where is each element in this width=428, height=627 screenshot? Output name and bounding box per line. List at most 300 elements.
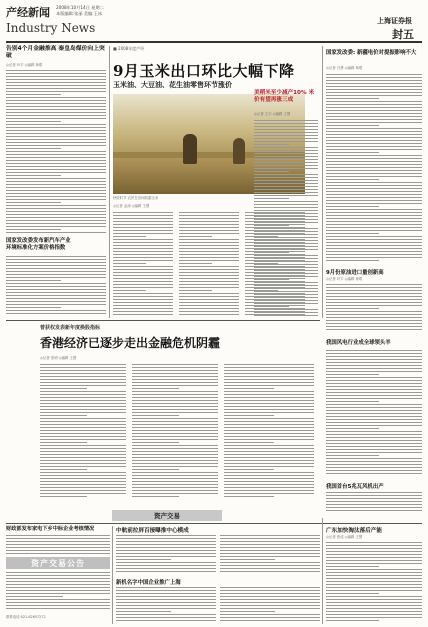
body-text-line bbox=[40, 412, 126, 413]
body-text-line bbox=[6, 190, 106, 191]
body-text-line bbox=[132, 427, 218, 428]
body-text-line bbox=[6, 535, 110, 536]
body-text-line bbox=[113, 218, 173, 219]
body-text-line bbox=[6, 76, 106, 77]
body-text-line bbox=[326, 620, 379, 621]
body-text-line bbox=[326, 212, 422, 213]
body-text-line bbox=[254, 312, 318, 313]
body-text-line bbox=[40, 382, 126, 383]
body-text-line bbox=[6, 178, 106, 179]
body-text-line bbox=[220, 550, 320, 551]
body-text-line bbox=[224, 481, 314, 482]
right-headline-2: 9月份原油进口量创新高 bbox=[326, 270, 384, 276]
body-text-line bbox=[116, 602, 216, 603]
body-text-line bbox=[326, 317, 422, 318]
body-text-line bbox=[179, 224, 239, 225]
body-text-line bbox=[326, 492, 422, 493]
body-text-line bbox=[224, 373, 314, 374]
body-text-line bbox=[6, 136, 106, 137]
body-text-line bbox=[254, 156, 318, 157]
body-text-line bbox=[116, 559, 171, 560]
body-text-line bbox=[326, 501, 422, 502]
body-text-line bbox=[326, 305, 422, 306]
body-text-line bbox=[6, 265, 106, 266]
body-text-line bbox=[326, 128, 422, 129]
body-text-line bbox=[113, 242, 173, 243]
body-text-line bbox=[254, 258, 318, 259]
feature-byline: ◎记者 张明 ◎编辑 王慧 bbox=[40, 356, 77, 360]
body-text-line bbox=[6, 605, 110, 606]
body-text-line bbox=[132, 439, 218, 440]
feature-kicker: 曾获权发表新年度换股指标 bbox=[40, 325, 101, 331]
body-text-line bbox=[6, 550, 110, 551]
notice-body-1 bbox=[6, 535, 110, 555]
body-text-line bbox=[254, 288, 318, 289]
body-text-line bbox=[224, 364, 314, 365]
body-text-line bbox=[326, 122, 422, 123]
body-text-line bbox=[254, 177, 318, 178]
left-byline: ◎记者 叶宇 ◎编辑 杨珺 bbox=[6, 63, 43, 67]
body-text-line bbox=[254, 135, 318, 136]
body-text-line bbox=[220, 547, 320, 548]
body-text-line bbox=[40, 457, 126, 458]
body-text-line bbox=[326, 617, 422, 618]
body-text-line bbox=[326, 495, 422, 496]
body-text-line bbox=[6, 602, 110, 603]
body-text-line bbox=[132, 403, 218, 404]
body-text-line bbox=[132, 496, 179, 497]
body-text-line bbox=[40, 478, 126, 479]
body-text-line bbox=[326, 566, 379, 567]
body-text-line bbox=[132, 379, 218, 380]
body-text-line bbox=[113, 221, 173, 222]
body-text-line bbox=[326, 473, 422, 474]
body-text-line bbox=[220, 538, 320, 539]
left-body-text-2 bbox=[6, 256, 106, 316]
body-text-line bbox=[326, 464, 422, 465]
body-text-line bbox=[326, 293, 422, 294]
body-text-line bbox=[6, 157, 106, 158]
body-text-line bbox=[6, 289, 106, 290]
body-text-line bbox=[132, 481, 218, 482]
body-text-line bbox=[116, 608, 216, 609]
body-text-line bbox=[254, 252, 289, 253]
body-text-line bbox=[220, 605, 320, 606]
bottom-mid-body-4 bbox=[220, 587, 320, 623]
body-text-line bbox=[326, 203, 422, 204]
bottom-mid-body-3 bbox=[116, 587, 216, 623]
body-text-line bbox=[220, 556, 320, 557]
body-text-line bbox=[132, 364, 218, 365]
body-text-line bbox=[6, 145, 106, 146]
body-text-line bbox=[326, 498, 422, 499]
body-text-line bbox=[179, 245, 239, 246]
body-text-line bbox=[326, 173, 422, 174]
body-text-line bbox=[254, 159, 318, 160]
body-text-line bbox=[116, 611, 171, 612]
body-text-line bbox=[326, 137, 422, 138]
body-text-line bbox=[6, 298, 106, 299]
photo-figure bbox=[233, 138, 245, 164]
body-text-line bbox=[6, 599, 110, 600]
body-text-line bbox=[224, 394, 314, 395]
body-text-line bbox=[6, 307, 61, 308]
body-text-line bbox=[326, 311, 422, 312]
body-text-line bbox=[254, 216, 318, 217]
body-text-line bbox=[326, 230, 422, 231]
body-text-line bbox=[132, 382, 218, 383]
body-text-line bbox=[113, 230, 173, 231]
body-text-line bbox=[179, 266, 239, 267]
bottom-divider-2 bbox=[322, 518, 323, 624]
body-text-line bbox=[224, 475, 314, 476]
body-text-line bbox=[40, 442, 87, 443]
body-text-line bbox=[224, 427, 314, 428]
body-text-line bbox=[132, 421, 218, 422]
body-text-line bbox=[6, 70, 106, 71]
body-text-line bbox=[40, 373, 126, 374]
body-text-line bbox=[6, 547, 110, 548]
body-text-line bbox=[326, 164, 422, 165]
body-text-line bbox=[116, 553, 216, 554]
body-text-line bbox=[224, 430, 314, 431]
body-text-line bbox=[220, 590, 320, 591]
body-text-line bbox=[326, 428, 379, 429]
body-text-line bbox=[6, 127, 106, 128]
body-text-line bbox=[179, 272, 239, 273]
body-text-line bbox=[254, 255, 318, 256]
feature-body-col2 bbox=[132, 364, 218, 499]
bottom-mid-story bbox=[116, 526, 320, 624]
body-text-line bbox=[6, 581, 110, 582]
body-text-line bbox=[224, 397, 314, 398]
body-text-line bbox=[113, 224, 173, 225]
body-text-line bbox=[6, 100, 106, 101]
body-text-line bbox=[6, 277, 106, 278]
body-text-line bbox=[6, 88, 106, 89]
body-text-line bbox=[116, 614, 216, 615]
body-text-line bbox=[254, 294, 318, 295]
body-text-line bbox=[116, 599, 216, 600]
body-text-line bbox=[179, 302, 239, 303]
body-text-line bbox=[326, 143, 422, 144]
body-text-line bbox=[254, 279, 289, 280]
body-text-line bbox=[179, 269, 239, 270]
body-text-line bbox=[254, 201, 318, 202]
body-text-line bbox=[40, 424, 126, 425]
body-text-line bbox=[326, 507, 422, 508]
body-text-line bbox=[254, 285, 318, 286]
body-text-line bbox=[224, 496, 274, 497]
body-text-line bbox=[40, 400, 126, 401]
body-text-line bbox=[254, 183, 318, 184]
body-text-line bbox=[254, 195, 318, 196]
body-text-line bbox=[326, 176, 422, 177]
body-text-line bbox=[326, 308, 379, 309]
body-text-line bbox=[40, 445, 126, 446]
body-text-line bbox=[40, 421, 126, 422]
body-text-line bbox=[326, 371, 422, 372]
body-text-line bbox=[132, 376, 218, 377]
body-text-line bbox=[326, 83, 422, 84]
body-text-line bbox=[224, 454, 314, 455]
body-text-line bbox=[116, 587, 216, 588]
body-text-line bbox=[254, 150, 318, 151]
body-text-line bbox=[224, 388, 274, 389]
body-text-line bbox=[6, 301, 106, 302]
body-text-line bbox=[326, 599, 422, 600]
body-text-line bbox=[326, 578, 422, 579]
body-text-line bbox=[6, 124, 106, 125]
body-text-line bbox=[6, 584, 110, 585]
body-text-line bbox=[326, 290, 422, 291]
feature-top-rule bbox=[6, 320, 320, 321]
body-text-line bbox=[254, 174, 318, 175]
body-text-line bbox=[326, 422, 422, 423]
body-text-line bbox=[132, 484, 218, 485]
bottom-right-body bbox=[326, 542, 422, 624]
body-text-line bbox=[6, 154, 106, 155]
body-text-line bbox=[326, 455, 379, 456]
body-text-line bbox=[254, 192, 318, 193]
body-text-line bbox=[254, 213, 318, 214]
body-text-line bbox=[132, 370, 218, 371]
body-text-line bbox=[113, 299, 173, 300]
body-text-line bbox=[40, 409, 126, 410]
body-text-line bbox=[326, 146, 422, 147]
body-text-line bbox=[40, 430, 126, 431]
body-text-line bbox=[6, 151, 106, 152]
notice-headline: 财政部发布家电下乡中标企业考核情况 bbox=[6, 526, 95, 532]
asset-trade-banner bbox=[112, 510, 222, 521]
body-text-line bbox=[116, 593, 216, 594]
body-text-line bbox=[326, 383, 422, 384]
body-text-line bbox=[132, 391, 218, 392]
body-text-line bbox=[113, 254, 173, 255]
body-text-line bbox=[254, 243, 318, 244]
body-text-line bbox=[254, 276, 318, 277]
body-text-line bbox=[326, 200, 422, 201]
body-text-line bbox=[179, 254, 239, 255]
body-text-line bbox=[224, 439, 314, 440]
body-text-line bbox=[6, 262, 106, 263]
body-text-line bbox=[224, 493, 314, 494]
body-text-line bbox=[132, 388, 179, 389]
body-text-line bbox=[220, 599, 320, 600]
body-text-line bbox=[254, 141, 318, 142]
mid-column bbox=[254, 90, 318, 318]
body-text-line bbox=[132, 418, 218, 419]
body-text-line bbox=[113, 305, 173, 306]
body-text-line bbox=[220, 559, 275, 560]
body-text-line bbox=[326, 557, 422, 558]
body-text-line bbox=[254, 228, 318, 229]
body-text-line bbox=[220, 617, 320, 618]
body-text-line bbox=[113, 251, 173, 252]
body-text-line bbox=[326, 416, 422, 417]
body-text-line bbox=[326, 446, 422, 447]
body-text-line bbox=[132, 415, 179, 416]
body-text-line bbox=[326, 236, 422, 237]
section-title: 产经新闻 bbox=[6, 6, 50, 19]
body-text-line bbox=[6, 283, 106, 284]
body-text-line bbox=[179, 260, 239, 261]
body-text-line bbox=[40, 391, 126, 392]
body-text-line bbox=[326, 374, 379, 375]
body-text-line bbox=[116, 596, 216, 597]
body-text-line bbox=[116, 544, 216, 545]
body-text-line bbox=[254, 297, 318, 298]
asset-trade-banner-label: 资产交易 bbox=[154, 512, 180, 520]
body-text-line bbox=[6, 304, 106, 305]
body-text-line bbox=[179, 275, 239, 276]
masthead-rule bbox=[6, 41, 422, 43]
body-text-line bbox=[6, 544, 110, 545]
body-text-line bbox=[113, 269, 173, 270]
bottom-right-headline: 广东加快淘汰落后产能 bbox=[326, 528, 382, 534]
lead-body-col1 bbox=[113, 212, 173, 318]
body-text-line bbox=[220, 565, 320, 566]
body-text-line bbox=[6, 91, 106, 92]
body-text-line bbox=[254, 144, 289, 145]
body-text-line bbox=[6, 590, 110, 591]
feature-body-col1 bbox=[40, 364, 126, 499]
body-text-line bbox=[254, 120, 318, 121]
body-text-line bbox=[113, 215, 173, 216]
body-text-line bbox=[326, 251, 422, 252]
body-text-line bbox=[326, 605, 422, 606]
body-text-line bbox=[116, 565, 216, 566]
body-text-line bbox=[326, 242, 422, 243]
body-text-line bbox=[6, 175, 61, 176]
body-text-line bbox=[254, 237, 318, 238]
body-text-line bbox=[326, 254, 422, 255]
body-text-line bbox=[6, 208, 106, 209]
body-text-line bbox=[6, 115, 106, 116]
body-text-line bbox=[326, 209, 422, 210]
body-text-line bbox=[113, 248, 173, 249]
body-text-line bbox=[254, 129, 318, 130]
bottom-mid-body-2 bbox=[220, 535, 320, 575]
right-body-2 bbox=[326, 284, 422, 334]
body-text-line bbox=[326, 545, 422, 546]
body-text-line bbox=[6, 73, 106, 74]
body-text-line bbox=[326, 239, 422, 240]
body-text-line bbox=[224, 385, 314, 386]
body-text-line bbox=[326, 467, 422, 468]
body-text-line bbox=[326, 221, 422, 222]
body-text-line bbox=[40, 364, 126, 365]
body-text-line bbox=[254, 249, 318, 250]
body-text-line bbox=[132, 451, 218, 452]
body-text-line bbox=[113, 311, 173, 312]
body-text-line bbox=[326, 452, 422, 453]
body-text-line bbox=[326, 296, 422, 297]
body-text-line bbox=[132, 478, 218, 479]
right-col-divider bbox=[322, 46, 323, 318]
body-text-line bbox=[116, 535, 216, 536]
body-text-line bbox=[326, 197, 422, 198]
editor-line: 本版编辑:张丽 美编:王冰 bbox=[56, 11, 103, 16]
body-text-line bbox=[6, 226, 106, 227]
body-text-line bbox=[116, 562, 216, 563]
body-text-line bbox=[224, 412, 314, 413]
body-text-line bbox=[6, 286, 106, 287]
body-text-line bbox=[6, 205, 106, 206]
body-text-line bbox=[132, 433, 218, 434]
body-text-line bbox=[326, 584, 422, 585]
body-text-line bbox=[113, 281, 173, 282]
lead-byline: ◎记者 孟涛 ◎编辑 王慧 bbox=[113, 204, 150, 208]
body-text-line bbox=[326, 504, 422, 505]
body-text-line bbox=[113, 263, 146, 264]
body-text-line bbox=[179, 233, 239, 234]
left-column bbox=[6, 46, 106, 316]
body-text-line bbox=[6, 181, 106, 182]
photo-figure bbox=[183, 134, 197, 164]
body-text-line bbox=[326, 575, 422, 576]
body-text-line bbox=[254, 315, 318, 316]
body-text-line bbox=[116, 571, 216, 572]
body-text-line bbox=[326, 287, 422, 288]
body-text-line bbox=[326, 569, 422, 570]
body-text-line bbox=[254, 138, 318, 139]
body-text-line bbox=[132, 406, 218, 407]
body-text-line bbox=[326, 614, 422, 615]
left-body-text-1 bbox=[6, 70, 106, 235]
body-text-line bbox=[132, 436, 218, 437]
body-text-line bbox=[326, 119, 422, 120]
body-text-line bbox=[6, 229, 61, 230]
body-text-line bbox=[113, 239, 173, 240]
body-text-line bbox=[254, 171, 289, 172]
body-text-line bbox=[179, 287, 239, 288]
body-text-line bbox=[6, 232, 106, 233]
body-text-line bbox=[326, 185, 422, 186]
mid-body-text bbox=[254, 120, 318, 318]
body-text-line bbox=[326, 191, 422, 192]
body-text-line bbox=[220, 587, 320, 588]
body-text-line bbox=[6, 587, 110, 588]
body-text-line bbox=[224, 487, 314, 488]
body-text-line bbox=[326, 554, 422, 555]
notice-contact: 联系电话:021-62657272 bbox=[6, 615, 46, 619]
body-text-line bbox=[254, 270, 318, 271]
body-text-line bbox=[40, 433, 126, 434]
body-text-line bbox=[40, 448, 126, 449]
body-text-line bbox=[132, 460, 218, 461]
feature-body-col3 bbox=[224, 364, 314, 499]
body-text-line bbox=[179, 281, 239, 282]
body-text-line bbox=[40, 469, 87, 470]
body-text-line bbox=[224, 460, 314, 461]
body-text-line bbox=[326, 356, 422, 357]
body-text-line bbox=[40, 415, 87, 416]
body-text-line bbox=[254, 309, 318, 310]
body-text-line bbox=[40, 418, 126, 419]
body-text-line bbox=[326, 542, 422, 543]
notice-title: 资产交易公告 bbox=[31, 559, 85, 568]
body-text-line bbox=[40, 451, 126, 452]
body-text-line bbox=[6, 268, 106, 269]
body-text-line bbox=[254, 222, 318, 223]
body-text-line bbox=[326, 92, 422, 93]
body-text-line bbox=[179, 314, 239, 315]
body-text-line bbox=[224, 442, 274, 443]
body-text-line bbox=[224, 451, 314, 452]
body-text-line bbox=[254, 147, 318, 148]
body-text-line bbox=[224, 367, 314, 368]
